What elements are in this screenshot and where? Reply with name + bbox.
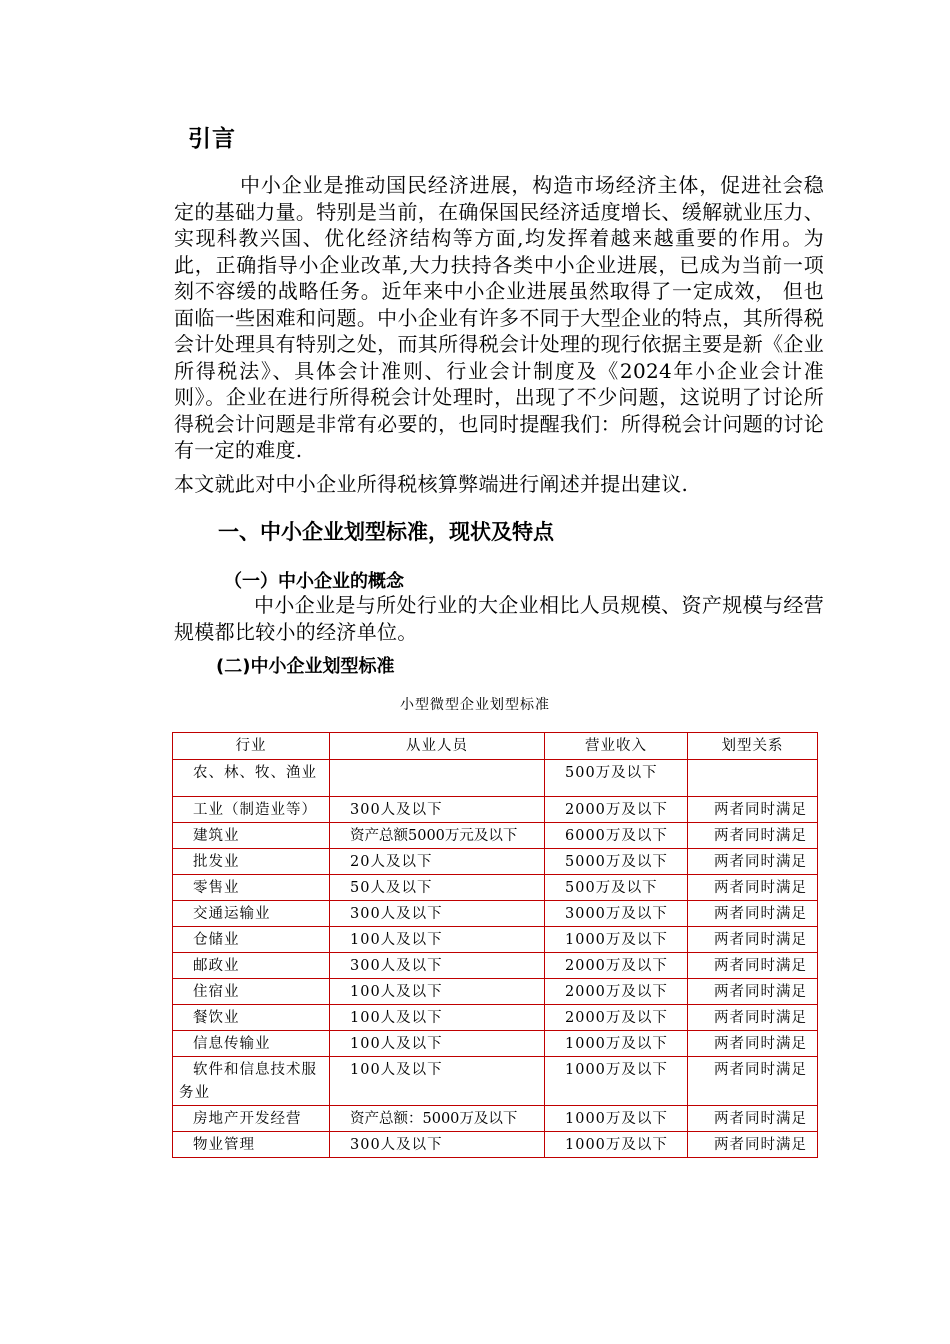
table-row [173, 1106, 818, 1132]
table-row [173, 979, 818, 1005]
cell-employees: 100人及以下 [330, 1031, 545, 1057]
cell-industry: 餐饮业 [173, 1005, 330, 1031]
cell-industry: 农、林、牧、渔业 [173, 760, 330, 797]
cell-employees: 资产总额5000万元及以下 [330, 823, 545, 849]
cell-revenue: 1000万及以下 [545, 1031, 688, 1057]
cell-relation: 两者同时满足 [688, 797, 818, 823]
cell-relation: 两者同时满足 [688, 1106, 818, 1132]
table-row [173, 1031, 818, 1057]
cell-revenue: 2000万及以下 [545, 1005, 688, 1031]
cell-revenue: 2000万及以下 [545, 953, 688, 979]
cell-employees: 50人及以下 [330, 875, 545, 901]
cell-employees: 300人及以下 [330, 1132, 545, 1158]
cell-revenue: 6000万及以下 [545, 823, 688, 849]
cell-industry: 建筑业 [173, 823, 330, 849]
cell-relation: 两者同时满足 [688, 823, 818, 849]
cell-industry: 仓储业 [173, 927, 330, 953]
header-relation: 划型关系 [688, 733, 818, 760]
cell-relation: 两者同时满足 [688, 1057, 818, 1106]
table-row [173, 797, 818, 823]
header-employees: 从业人员 [330, 733, 545, 760]
cell-industry: 邮政业 [173, 953, 330, 979]
table-row [173, 901, 818, 927]
cell-revenue: 2000万及以下 [545, 797, 688, 823]
table-row [173, 927, 818, 953]
cell-revenue: 5000万及以下 [545, 849, 688, 875]
table-row [173, 1005, 818, 1031]
cell-relation: 两者同时满足 [688, 979, 818, 1005]
cell-industry: 批发业 [173, 849, 330, 875]
cell-revenue: 500万及以下 [545, 760, 688, 797]
header-revenue: 营业收入 [545, 733, 688, 760]
cell-industry: 房地产开发经营 [173, 1106, 330, 1132]
cell-revenue: 1000万及以下 [545, 1057, 688, 1106]
cell-employees: 300人及以下 [330, 797, 545, 823]
cell-employees: 100人及以下 [330, 927, 545, 953]
table-caption: 小型微型企业划型标准 [400, 697, 550, 713]
table-row [173, 760, 818, 797]
cell-relation: 两者同时满足 [688, 927, 818, 953]
cell-relation: 两者同时满足 [688, 849, 818, 875]
intro-paragraph: 中小企业是推动国民经济进展，构造市场经济主体，促进社会稳定的基础力量。特别是当前，在确保国民经济适度增长、缓解就业压力、实现科教兴国、优化经济结构等方面,均发挥着越来越重要的作用。为此，正确指导小企业改革,大力扶持各类中小企业进展，已成为当前一项刻不容缓的战略任务。近年来中小企业进展虽然取得了一定成效， 但也面临一些困难和问题。中小企业有许多不同于大型企业的特点，其所得税会计处理具有特别之处，而其所得税会计处理的现行依据主要是新《企业所得税法》、具体会计准则、行业会计制度及《2024年小企业会计准则》。企业在进行所得税会计处理时，出现了不少问题，这说明了讨论所得税会计问题是非常有必要的，也同时提醒我们：所得税会计问题的讨论有一定的难度. [174, 173, 824, 462]
table-row [173, 1057, 818, 1106]
header-industry: 行业 [173, 733, 330, 760]
cell-relation: 两者同时满足 [688, 953, 818, 979]
cell-employees: 100人及以下 [330, 1005, 545, 1031]
cell-relation: 两者同时满足 [688, 901, 818, 927]
cell-industry: 零售业 [173, 875, 330, 901]
cell-employees: 300人及以下 [330, 901, 545, 927]
cell-revenue: 3000万及以下 [545, 901, 688, 927]
table-row [173, 953, 818, 979]
cell-employees: 300人及以下 [330, 953, 545, 979]
subsection1-heading: （一）中小企业的概念 [224, 571, 404, 592]
cell-industry: 软件和信息技术服务业 [173, 1057, 330, 1106]
cell-relation: 两者同时满足 [688, 875, 818, 901]
table-header-row [173, 733, 818, 760]
cell-industry: 住宿业 [173, 979, 330, 1005]
cell-employees [330, 760, 545, 797]
cell-relation: 两者同时满足 [688, 1005, 818, 1031]
section1-heading: 一、中小企业划型标准，现状及特点 [218, 520, 554, 544]
cell-revenue: 1000万及以下 [545, 927, 688, 953]
intro-heading: 引言 [188, 126, 236, 152]
table-row [173, 823, 818, 849]
cell-employees: 100人及以下 [330, 1057, 545, 1106]
subsection2-heading: (二)中小企业划型标准 [216, 656, 395, 677]
cell-revenue: 500万及以下 [545, 875, 688, 901]
cell-revenue: 2000万及以下 [545, 979, 688, 1005]
table-row [173, 1132, 818, 1158]
cell-industry: 工业（制造业等） [173, 797, 330, 823]
cell-industry: 信息传输业 [173, 1031, 330, 1057]
cell-revenue: 1000万及以下 [545, 1132, 688, 1158]
classification-table [172, 732, 818, 1158]
cell-relation [688, 760, 818, 797]
cell-industry: 交通运输业 [173, 901, 330, 927]
cell-industry: 物业管理 [173, 1132, 330, 1158]
cell-revenue: 1000万及以下 [545, 1106, 688, 1132]
cell-relation: 两者同时满足 [688, 1031, 818, 1057]
concept-paragraph: 中小企业是与所处行业的大企业相比人员规模、资产规模与经营规模都比较小的经济单位。 [174, 593, 824, 644]
table-row [173, 875, 818, 901]
cell-employees: 100人及以下 [330, 979, 545, 1005]
cell-employees: 资产总额：5000万及以下 [330, 1106, 545, 1132]
table-row [173, 849, 818, 875]
closing-paragraph: 本文就此对中小企业所得税核算弊端进行阐述并提出建议. [174, 472, 689, 496]
cell-employees: 20人及以下 [330, 849, 545, 875]
cell-relation: 两者同时满足 [688, 1132, 818, 1158]
